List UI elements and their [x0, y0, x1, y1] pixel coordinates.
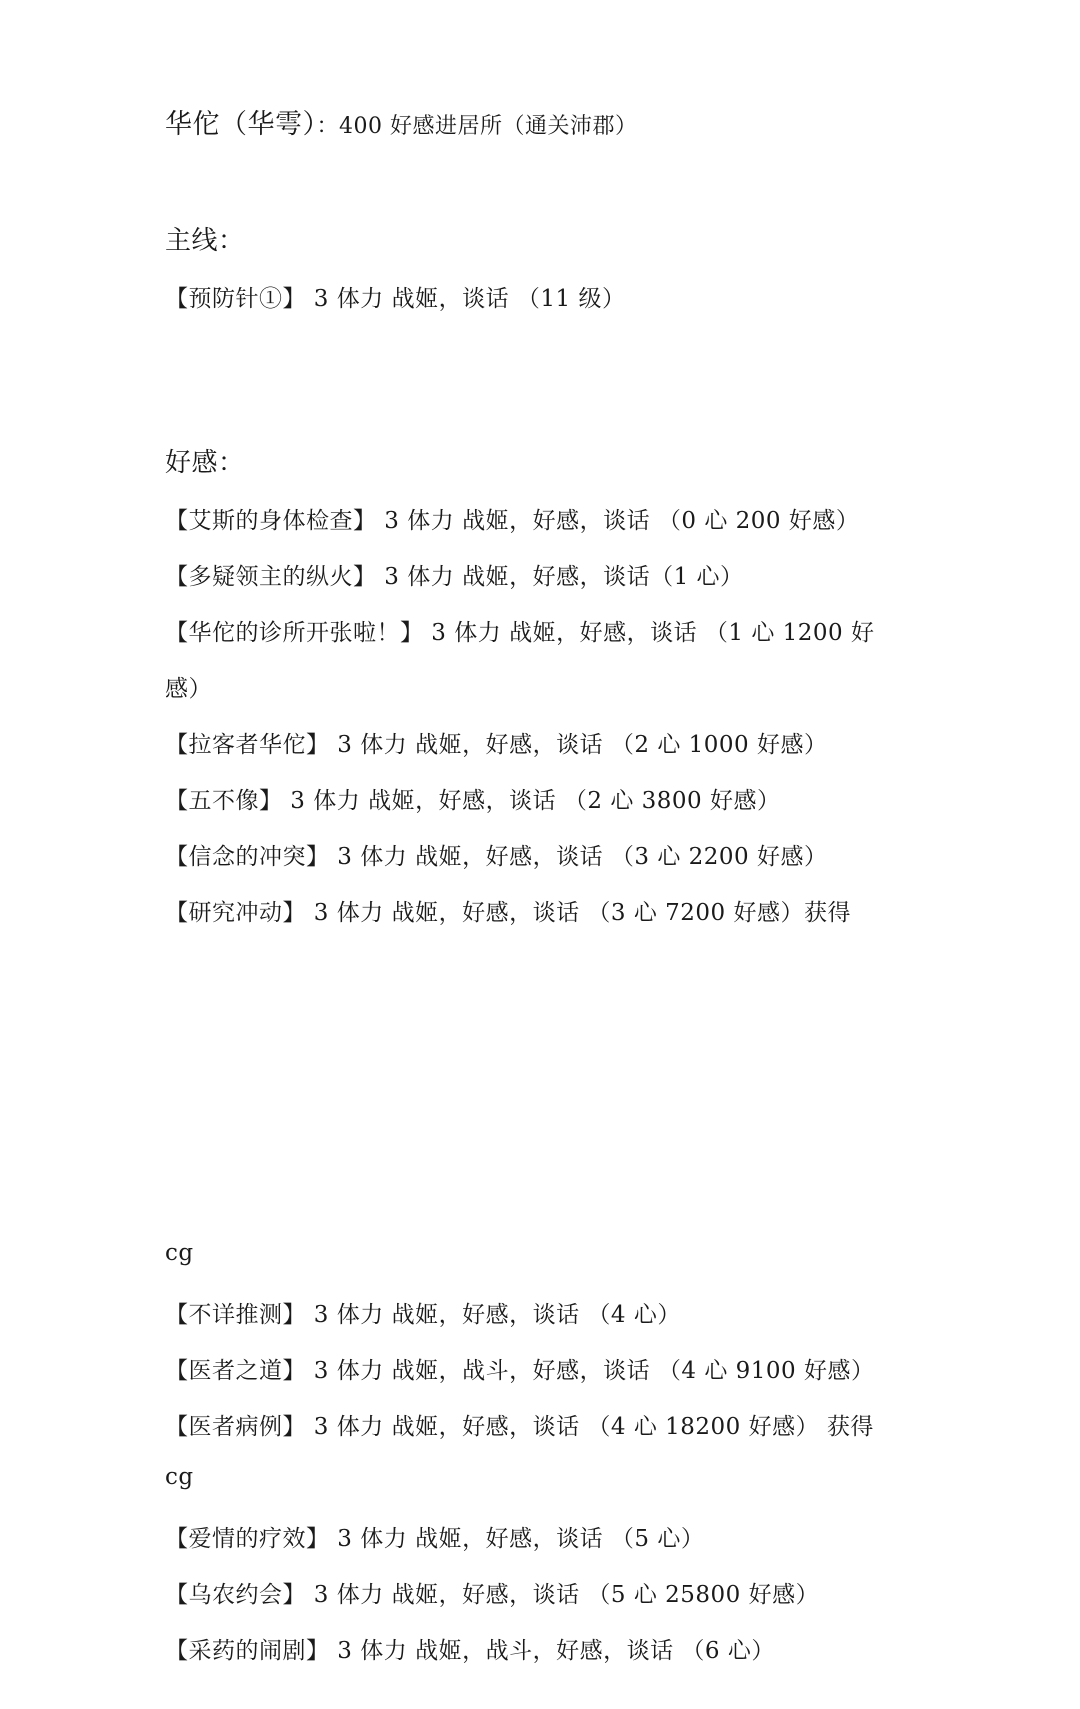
- affection-line: 【信念的冲突】 3 体力 战姬，好感，谈话 （3 心 2200 好感）: [165, 844, 828, 870]
- affection-line: 【医者之道】 3 体力 战姬，战斗，好感，谈话 （4 心 9100 好感）: [165, 1358, 875, 1384]
- affection-line: 【采药的闹剧】 3 体力 战姬，战斗，好感，谈话 （6 心）: [165, 1638, 775, 1664]
- title-colon: ：: [316, 114, 340, 139]
- affection-heading: 好感：: [165, 448, 245, 478]
- affection-line: 【不详推测】 3 体力 战姬，好感，谈话 （4 心）: [165, 1302, 681, 1328]
- affection-line: 【艾斯的身体检查】 3 体力 战姬，好感，谈话 （0 心 200 好感）: [165, 508, 860, 534]
- mainline-heading: 主线：: [165, 226, 245, 256]
- affection-line: cg: [165, 1240, 194, 1266]
- affection-line: 【拉客者华佗】 3 体力 战姬，好感，谈话 （2 心 1000 好感）: [165, 732, 828, 758]
- affection-line: 感）: [165, 676, 212, 702]
- affection-line: cg: [165, 1464, 194, 1490]
- affection-line: 【多疑领主的纵火】 3 体力 战姬，好感，谈话（1 心）: [165, 564, 744, 590]
- affection-line: 【爱情的疗效】 3 体力 战姬，好感，谈话 （5 心）: [165, 1526, 705, 1552]
- page-title: [165, 102, 638, 141]
- affection-line: 【医者病例】 3 体力 战姬，好感，谈话 （4 心 18200 好感） 获得: [165, 1414, 874, 1440]
- affection-line: 【研究冲动】 3 体力 战姬，好感，谈话 （3 心 7200 好感）获得: [165, 900, 851, 926]
- character-name: 华佗（华雩）: [165, 109, 317, 140]
- affection-line: 【五不像】 3 体力 战姬，好感，谈话 （2 心 3800 好感）: [165, 788, 781, 814]
- unlock-info: 400 好感进居所（通关沛郡）: [339, 114, 638, 139]
- affection-line: 【华佗的诊所开张啦！】 3 体力 战姬，好感，谈话 （1 心 1200 好: [165, 620, 875, 646]
- mainline-item: 【预防针①】 3 体力 战姬，谈话 （11 级）: [165, 286, 626, 312]
- affection-line: 【乌农约会】 3 体力 战姬，好感，谈话 （5 心 25800 好感）: [165, 1582, 820, 1608]
